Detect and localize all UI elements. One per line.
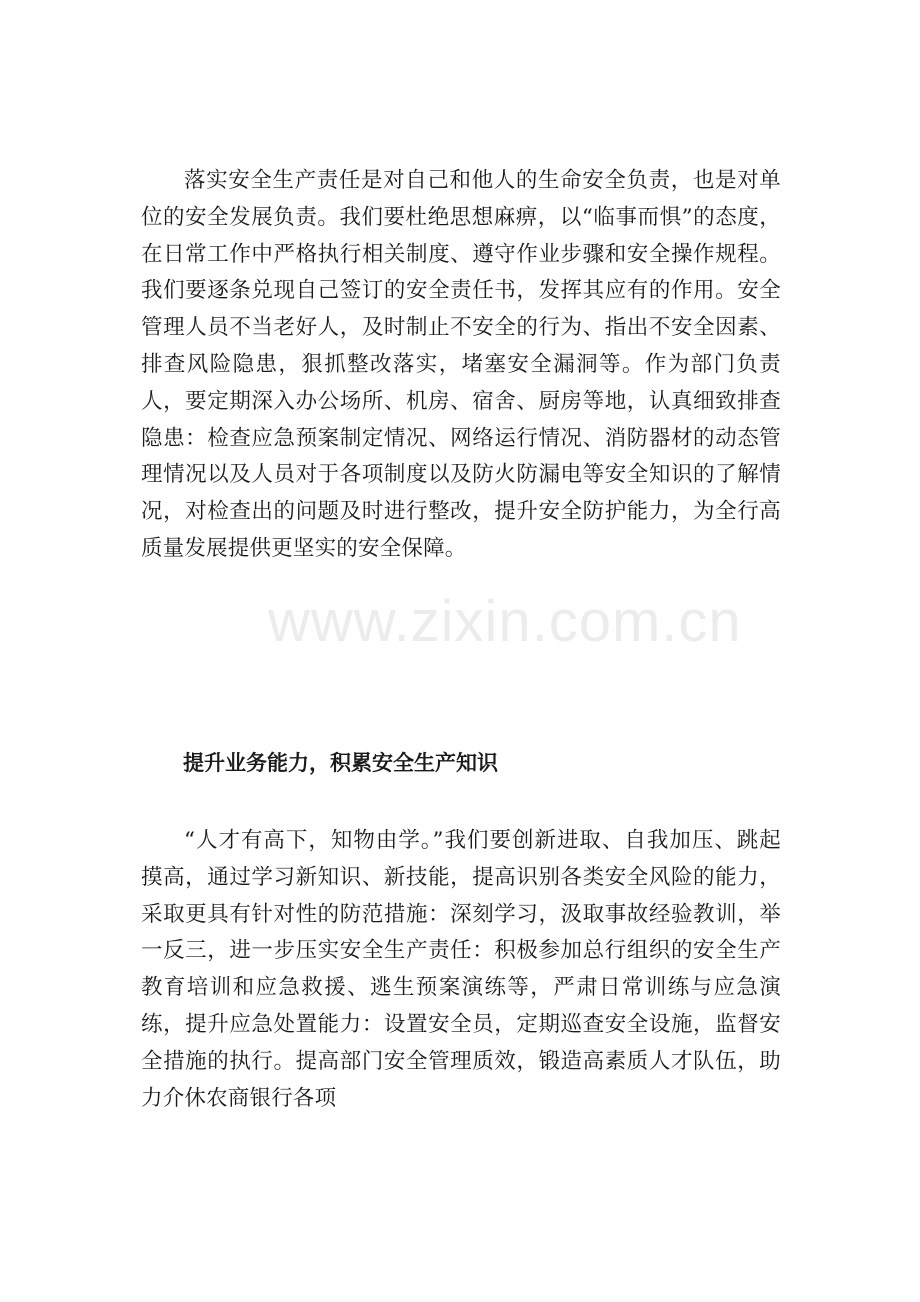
section-heading: 提升业务能力，积累安全生产知识 [183,751,498,775]
body-paragraph-1: 落实安全生产责任是对自己和他人的生命安全负责，也是对单位的安全发展负责。我们要杜绝思想麻痹，以“临事而惧”的态度，在日常工作中严格执行相关制度、遵守作业步骤和安全操作规程。我们要逐条兑现自己签订的安全责任书，发挥其应有的作用。安全管理人员不当老好人，及时制止不安全的行为、指出不安全因素、排查风险隐患，狠抓整改落实，堵塞安全漏洞等。作为部门负责人，要定期深入办公场所、机房、宿舍、厨房等地，认真细致排查隐患：检查应急预案制定情况、网络运行情况、消防器材的动态管理情况以及人员对于各项制度以及防火防漏电等安全知识的了解情况，对检查出的问题及时进行整改，提升安全防护能力，为全行高质量发展提供更坚实的安全保障。 [141,168,781,561]
body-paragraph-2: “人才有高下，知物由学。”我们要创新进取、自我加压、跳起摸高，通过学习新知识、新技能，提高识别各类安全风险的能力，采取更具有针对性的防范措施：深刻学习，汲取事故经验教训，举一反三，进一步压实安全生产责任：积极参加总行组织的安全生产教育培训和应急救援、逃生预案演练等，严肃日常训练与应急演练，提升应急处置能力：设置安全员，定期巡查安全设施，监督安全措施的执行。提高部门安全管理质效，锻造高素质人才队伍，助力介休农商银行各项 [141,828,781,1111]
watermark: www.zixin.com.cn [268,589,742,654]
